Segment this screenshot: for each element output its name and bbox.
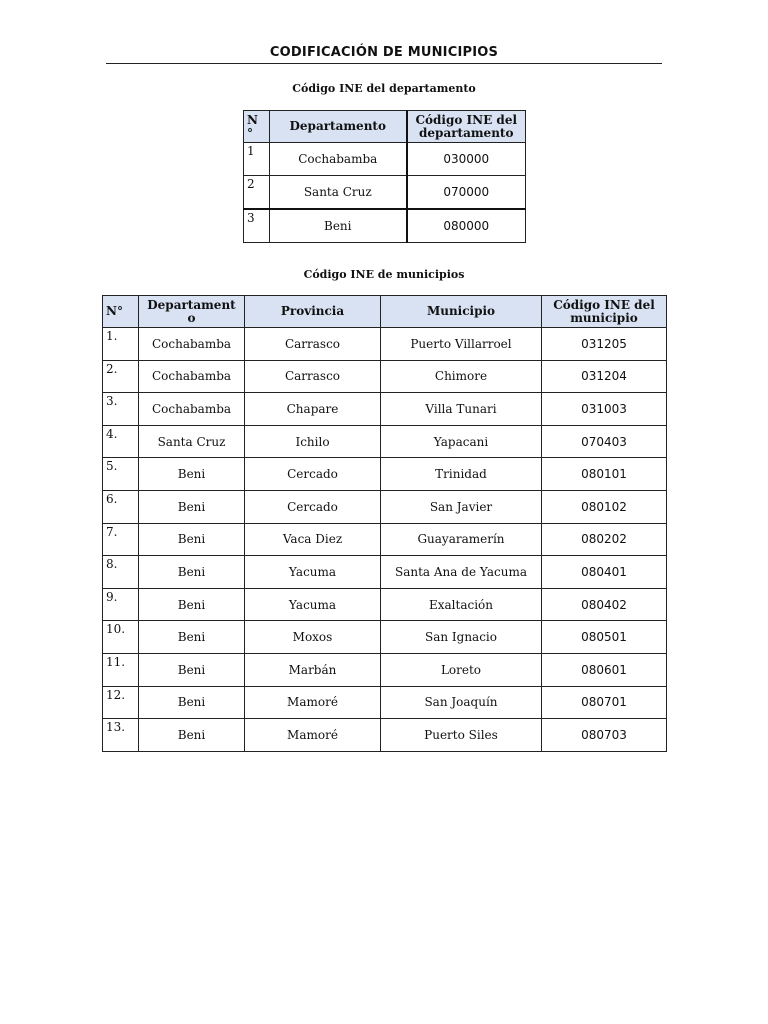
- header-num-line2: °: [247, 125, 253, 140]
- cell-number: 8.: [103, 556, 139, 589]
- column-header-departamento: [139, 296, 245, 328]
- cell-number: 9.: [103, 588, 139, 621]
- table-row: [103, 328, 667, 361]
- table-row: [103, 719, 667, 752]
- mun-table-caption: Código INE de municipios: [303, 268, 465, 281]
- cell-provincia: Moxos: [245, 621, 381, 654]
- cell-municipio: Trinidad: [381, 458, 542, 491]
- table-row: [103, 360, 667, 393]
- cell-provincia: Mamoré: [245, 719, 381, 752]
- cell-provincia: Yacuma: [245, 588, 381, 621]
- cell-number: 1.: [103, 328, 139, 361]
- table-row: [244, 143, 526, 176]
- column-header-number: N°: [103, 296, 139, 328]
- header-departamento-line1: Departament: [147, 297, 236, 312]
- cell-codigo: 080000: [407, 209, 526, 243]
- cell-number: 3: [244, 209, 270, 243]
- cell-number: 7.: [103, 523, 139, 556]
- municipality-code-table: [102, 295, 667, 752]
- cell-municipio: Guayaramerín: [381, 523, 542, 556]
- cell-codigo: 080601: [542, 653, 667, 686]
- cell-codigo: 030000: [407, 143, 526, 176]
- cell-municipio: Puerto Villarroel: [381, 328, 542, 361]
- cell-number: 2.: [103, 360, 139, 393]
- table-row: [103, 588, 667, 621]
- cell-departamento: Beni: [139, 621, 245, 654]
- column-header-number: [244, 111, 270, 143]
- cell-provincia: Yacuma: [245, 556, 381, 589]
- cell-provincia: Chapare: [245, 393, 381, 426]
- cell-codigo: 080703: [542, 719, 667, 752]
- cell-departamento: Beni: [139, 653, 245, 686]
- title-divider: [106, 63, 662, 64]
- cell-provincia: Cercado: [245, 490, 381, 523]
- cell-departamento: Beni: [139, 719, 245, 752]
- table-row: [103, 556, 667, 589]
- cell-codigo: 080701: [542, 686, 667, 719]
- cell-departamento: Cochabamba: [139, 328, 245, 361]
- cell-municipio: Loreto: [381, 653, 542, 686]
- cell-codigo: 080402: [542, 588, 667, 621]
- cell-number: 6.: [103, 490, 139, 523]
- cell-number: 10.: [103, 621, 139, 654]
- cell-departamento: Santa Cruz: [139, 425, 245, 458]
- cell-departamento: Beni: [139, 490, 245, 523]
- column-header-codigo: Código INE del municipio: [542, 296, 667, 328]
- cell-departamento: Cochabamba: [139, 393, 245, 426]
- cell-codigo: 070000: [407, 176, 526, 210]
- cell-departamento: Beni: [270, 209, 407, 243]
- table-row: [244, 176, 526, 210]
- cell-number: 4.: [103, 425, 139, 458]
- cell-number: 2: [244, 176, 270, 210]
- cell-departamento: Beni: [139, 523, 245, 556]
- table-header-row: [244, 111, 526, 143]
- cell-municipio: Chimore: [381, 360, 542, 393]
- cell-provincia: Ichilo: [245, 425, 381, 458]
- cell-codigo: 080202: [542, 523, 667, 556]
- cell-municipio: San Joaquín: [381, 686, 542, 719]
- table-row: [103, 393, 667, 426]
- cell-provincia: Mamoré: [245, 686, 381, 719]
- column-header-departamento: Departamento: [270, 111, 407, 143]
- cell-departamento: Cochabamba: [270, 143, 407, 176]
- cell-number: 11.: [103, 653, 139, 686]
- table-row: [244, 209, 526, 243]
- cell-codigo: 031205: [542, 328, 667, 361]
- header-departamento-line2: o: [187, 310, 196, 325]
- cell-municipio: San Ignacio: [381, 621, 542, 654]
- cell-municipio: Santa Ana de Yacuma: [381, 556, 542, 589]
- table-row: [103, 653, 667, 686]
- cell-provincia: Vaca Diez: [245, 523, 381, 556]
- cell-number: 5.: [103, 458, 139, 491]
- cell-municipio: Exaltación: [381, 588, 542, 621]
- cell-departamento: Beni: [139, 686, 245, 719]
- table-row: [103, 523, 667, 556]
- column-header-codigo: Código INE del departamento: [407, 111, 526, 143]
- department-code-table: [243, 110, 526, 243]
- table-row: [103, 621, 667, 654]
- cell-number: 3.: [103, 393, 139, 426]
- cell-number: 12.: [103, 686, 139, 719]
- cell-municipio: Villa Tunari: [381, 393, 542, 426]
- cell-codigo: 080102: [542, 490, 667, 523]
- cell-codigo: 070403: [542, 425, 667, 458]
- column-header-municipio: Municipio: [381, 296, 542, 328]
- cell-codigo: 080101: [542, 458, 667, 491]
- document-title: CODIFICACIÓN DE MUNICIPIOS: [269, 45, 499, 60]
- cell-codigo: 031204: [542, 360, 667, 393]
- cell-municipio: Puerto Siles: [381, 719, 542, 752]
- cell-municipio: Yapacani: [381, 425, 542, 458]
- cell-provincia: Cercado: [245, 458, 381, 491]
- header-num-line1: N: [247, 112, 258, 127]
- cell-codigo: 080501: [542, 621, 667, 654]
- cell-number: 13.: [103, 719, 139, 752]
- table-header-row: [103, 296, 667, 328]
- cell-departamento: Beni: [139, 458, 245, 491]
- dept-table-caption: Código INE del departamento: [292, 82, 476, 95]
- cell-departamento: Beni: [139, 556, 245, 589]
- table-row: [103, 458, 667, 491]
- cell-departamento: Santa Cruz: [270, 176, 407, 210]
- cell-codigo: 031003: [542, 393, 667, 426]
- cell-municipio: San Javier: [381, 490, 542, 523]
- cell-provincia: Carrasco: [245, 328, 381, 361]
- cell-provincia: Marbán: [245, 653, 381, 686]
- cell-codigo: 080401: [542, 556, 667, 589]
- cell-provincia: Carrasco: [245, 360, 381, 393]
- cell-departamento: Beni: [139, 588, 245, 621]
- cell-number: 1: [244, 143, 270, 176]
- table-row: [103, 425, 667, 458]
- table-row: [103, 686, 667, 719]
- table-row: [103, 490, 667, 523]
- column-header-provincia: Provincia: [245, 296, 381, 328]
- cell-departamento: Cochabamba: [139, 360, 245, 393]
